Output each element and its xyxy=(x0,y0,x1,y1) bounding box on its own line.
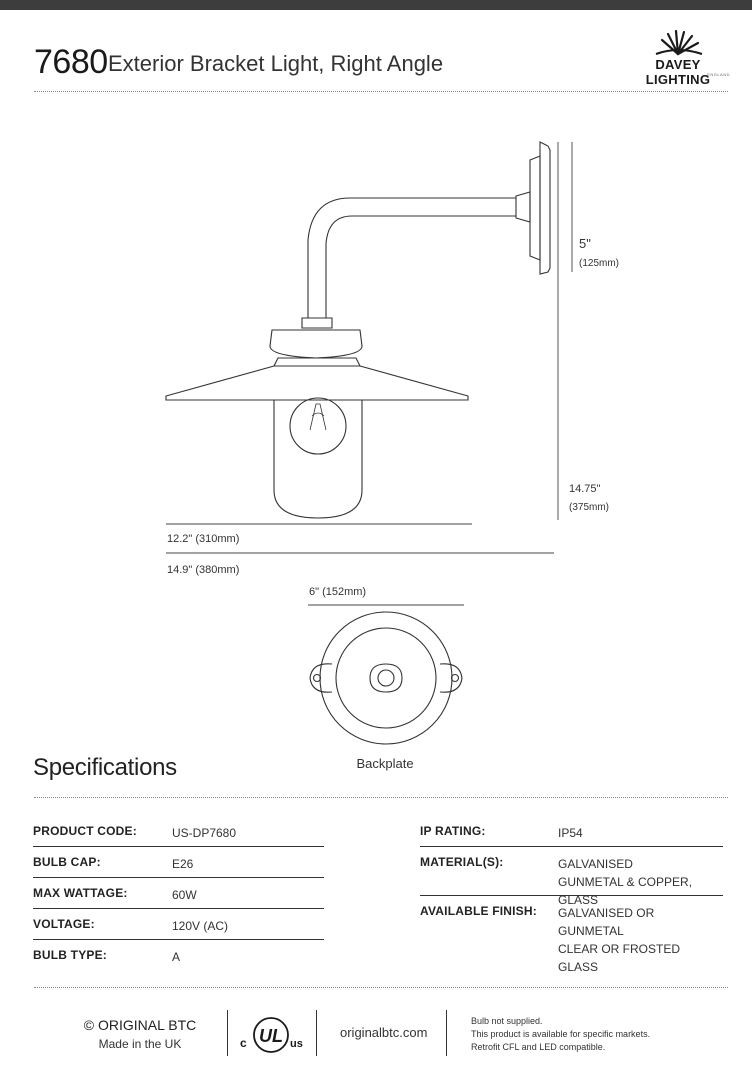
note-markets: This product is available for specific markets. xyxy=(471,1029,651,1039)
bulb xyxy=(290,398,346,454)
dim-total-height: 14.75" xyxy=(569,483,601,495)
spec-row-available-finish xyxy=(420,896,723,974)
spec-label: BULB CAP: xyxy=(33,855,101,869)
spec-row-bulb-type xyxy=(33,940,324,970)
copyright: © ORIGINAL BTC xyxy=(83,1017,197,1033)
dim-backplate: 6" (152mm) xyxy=(309,586,367,598)
specs-right-column xyxy=(420,816,723,974)
footer-separator xyxy=(227,1010,228,1056)
bracket-arm xyxy=(308,198,516,318)
spec-label: VOLTAGE: xyxy=(33,917,95,931)
brand-logo xyxy=(626,26,730,87)
spec-value-line: GALVANISED OR GUNMETAL xyxy=(558,906,655,938)
spec-row-bulb-cap xyxy=(33,847,324,878)
product-title: Exterior Bracket Light, Right Angle xyxy=(108,51,444,76)
cert-ul: UL xyxy=(259,1026,283,1046)
backplate-outer xyxy=(320,612,452,744)
header-divider xyxy=(34,91,728,92)
spec-value-line: GUNMETAL & COPPER, GLASS xyxy=(558,875,693,907)
brand-subtitle: ENGLAND xyxy=(707,72,730,77)
specs-left-column xyxy=(33,816,324,970)
footer-separator xyxy=(316,1010,317,1056)
dim-plate-height-mm: (125mm) xyxy=(579,258,620,269)
spec-value: IP54 xyxy=(558,826,583,840)
backplate-inner xyxy=(336,628,436,728)
website-link[interactable]: originalbtc.com xyxy=(340,1025,428,1040)
spec-value: 60W xyxy=(172,888,197,902)
note-retrofit: Retrofit CFL and LED compatible. xyxy=(471,1042,606,1052)
spec-label: AVAILABLE FINISH: xyxy=(420,904,537,918)
wall-plate-side xyxy=(540,142,550,274)
spec-row-max-wattage xyxy=(33,878,324,909)
spec-row-materials xyxy=(420,847,723,907)
spec-value-line: CLEAR OR FROSTED GLASS xyxy=(558,942,681,974)
dim-shade-width: 12.2" (310mm) xyxy=(167,533,240,545)
spec-label: BULB TYPE: xyxy=(33,948,107,962)
brand-name: DAVEY LIGHTING xyxy=(645,57,711,87)
arm-collar xyxy=(516,192,530,222)
footer-notes xyxy=(471,1015,650,1054)
spec-label: MATERIAL(S): xyxy=(420,855,504,869)
note-bulb: Bulb not supplied. xyxy=(471,1016,543,1026)
made-in: Made in the UK xyxy=(98,1037,182,1051)
spec-label: IP RATING: xyxy=(420,824,486,838)
fan-logo-icon xyxy=(626,26,730,58)
backplate-hub xyxy=(370,664,402,692)
spec-value-line: GALVANISED xyxy=(558,857,633,871)
spec-value: E26 xyxy=(172,857,194,871)
spec-value: A xyxy=(172,950,181,964)
footer-separator xyxy=(446,1010,447,1056)
shade xyxy=(166,366,468,400)
spec-value: US-DP7680 xyxy=(172,826,237,840)
gallery xyxy=(270,330,362,358)
wall-plate-mount xyxy=(530,156,540,260)
backplate-label: Backplate xyxy=(356,756,414,771)
spec-value xyxy=(558,904,723,976)
product-code-heading: 7680 xyxy=(34,43,108,81)
technical-drawing xyxy=(0,100,752,780)
footer-brand xyxy=(70,1017,210,1051)
cert-c: c xyxy=(240,1036,247,1050)
specifications-heading: Specifications xyxy=(33,754,177,781)
spec-label: PRODUCT CODE: xyxy=(33,824,137,838)
spec-label: MAX WATTAGE: xyxy=(33,886,128,900)
dim-total-width: 14.9" (380mm) xyxy=(167,564,240,576)
spec-row-ip-rating xyxy=(420,816,723,847)
glass-globe xyxy=(274,400,362,518)
footer-divider xyxy=(34,987,728,988)
arm-fitter xyxy=(302,318,332,328)
cul-us-certification-icon xyxy=(238,1012,304,1058)
dim-total-height-mm: (375mm) xyxy=(569,502,610,513)
top-bar xyxy=(0,0,752,10)
spec-row-product-code xyxy=(33,816,324,847)
cert-us: us xyxy=(290,1038,303,1050)
spec-row-voltage xyxy=(33,909,324,940)
dim-plate-height: 5" xyxy=(579,236,591,251)
spec-value: 120V (AC) xyxy=(172,919,229,933)
specs-divider xyxy=(34,797,728,798)
